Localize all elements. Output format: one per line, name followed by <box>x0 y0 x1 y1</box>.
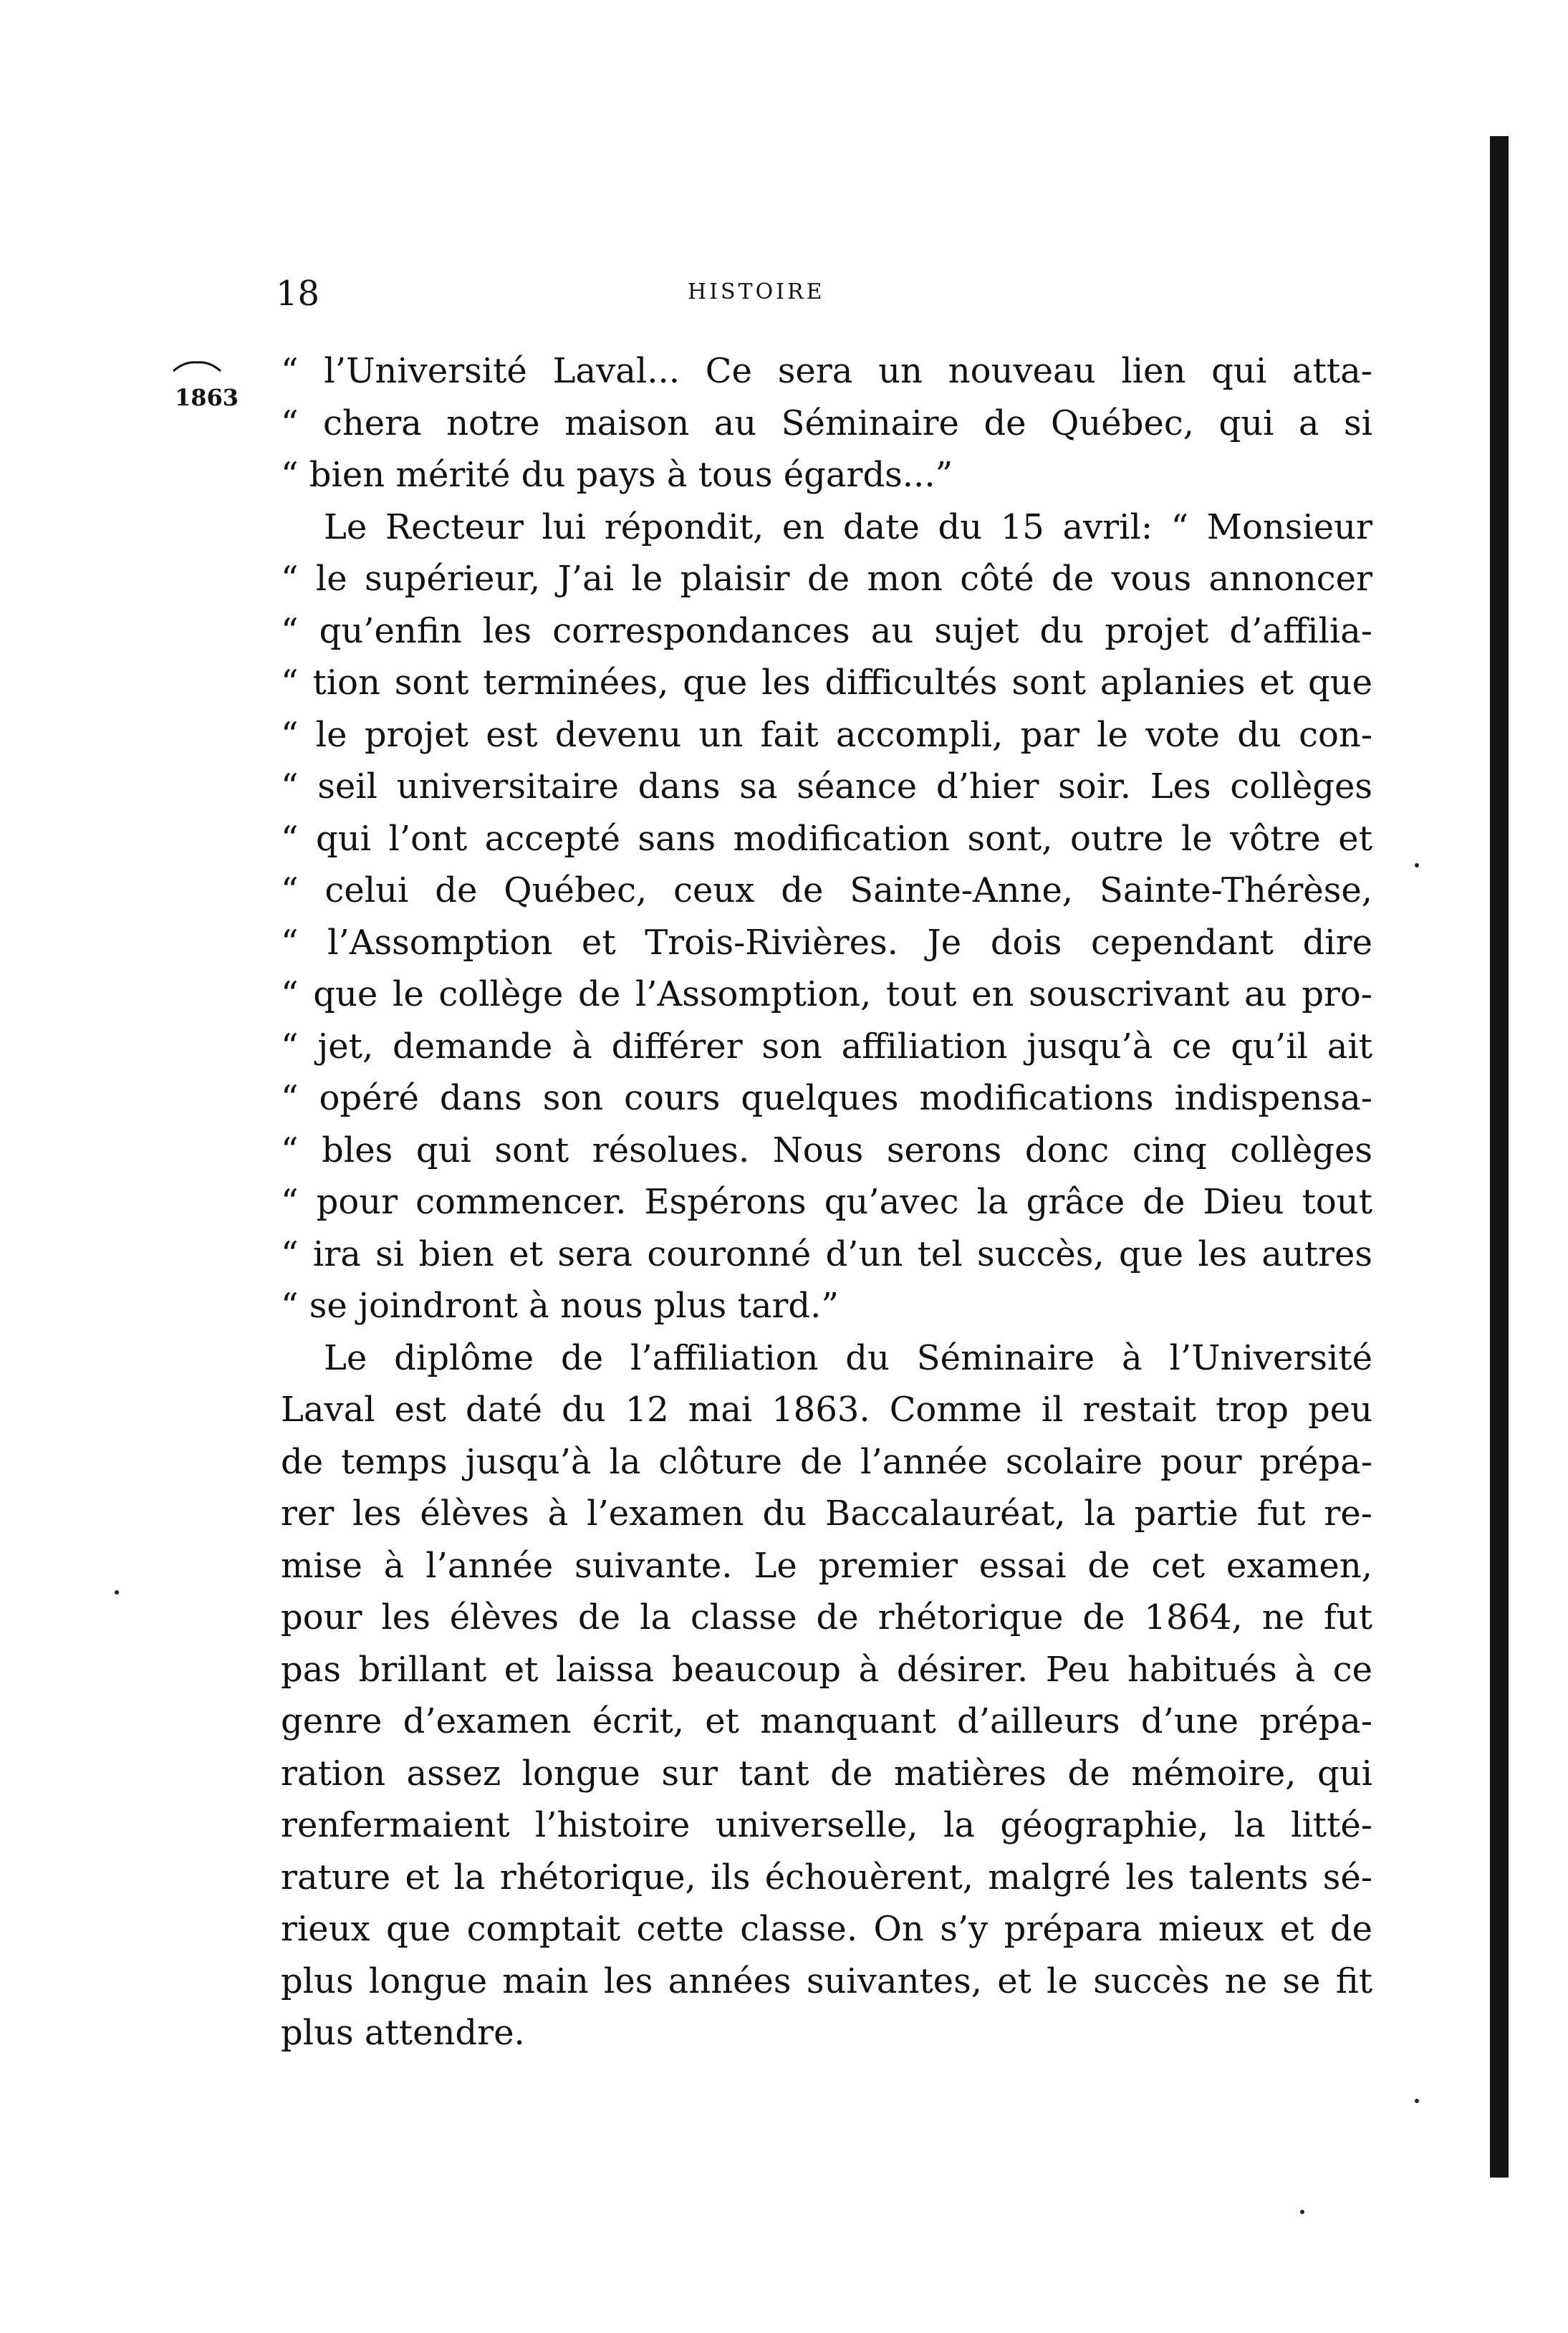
text-line: “ le supérieur, J’ai le plaisir de mon côté de vous annoncer <box>281 559 1372 599</box>
text-line: “ que le collège de l’Assomption, tout en souscrivant au pro- <box>281 974 1372 1014</box>
text-line: “ opéré dans son cours quelques modifications indispensa- <box>281 1078 1372 1118</box>
running-title: HISTOIRE <box>688 279 825 304</box>
text-line: plus longue main les années suivantes, et le succès ne se fit <box>281 1961 1372 2001</box>
text-line: Le diplôme de l’affiliation du Séminaire à l’Université <box>324 1337 1372 1378</box>
text-line: rieux que comptait cette classe. On s’y prépara mieux et de <box>281 1909 1372 1949</box>
text-line: rature et la rhétorique, ils échouèrent, malgré les talents sé- <box>281 1857 1372 1897</box>
text-line: Le Recteur lui répondit, en date du 15 avril: “ Monsieur <box>324 506 1372 547</box>
page-number: 18 <box>276 274 320 314</box>
margin-year: 1863 <box>175 384 239 411</box>
text-line: plus attendre. <box>281 2013 525 2053</box>
text-line: “ qui l’ont accepté sans modification sont, outre le vôtre et <box>281 818 1372 859</box>
scan-speck <box>1415 2099 1419 2103</box>
text-line: rer les élèves à l’examen du Baccalauréat, la partie fut re- <box>281 1493 1372 1534</box>
scan-speck <box>1415 863 1419 867</box>
text-line: “ l’Université Laval... Ce sera un nouveau lien qui atta- <box>281 351 1372 391</box>
scan-speck <box>115 1590 119 1594</box>
text-line: “ bien mérité du pays à tous égards...” <box>281 455 953 495</box>
scan-speck <box>1300 2210 1304 2214</box>
scan-edge-shadow <box>1490 136 1509 2178</box>
text-line: “ chera notre maison au Séminaire de Québec, qui a si <box>281 403 1372 443</box>
text-line: Laval est daté du 12 mai 1863. Comme il restait trop peu <box>281 1390 1372 1430</box>
text-line: “ ira si bien et sera couronné d’un tel succès, que les autres <box>281 1233 1372 1274</box>
body-text <box>281 345 1372 2059</box>
text-line: ration assez longue sur tant de matières de mémoire, qui <box>281 1753 1372 1794</box>
text-line: “ jet, demande à différer son affiliation jusqu’à ce qu’il ait <box>281 1026 1372 1067</box>
year-brace-mark <box>172 358 222 372</box>
text-line: “ qu’enfin les correspondances au sujet du projet d’affilia- <box>281 610 1372 651</box>
text-line: pour les élèves de la classe de rhétorique de 1864, ne fut <box>281 1597 1372 1637</box>
text-line: renfermaient l’histoire universelle, la géographie, la litté- <box>281 1805 1372 1845</box>
text-line: mise à l’année suivante. Le premier essai de cet examen, <box>281 1545 1372 1586</box>
text-line: de temps jusqu’à la clôture de l’année scolaire pour prépa- <box>281 1441 1372 1482</box>
text-line: genre d’examen écrit, et manquant d’ailleurs d’une prépa- <box>281 1701 1372 1741</box>
text-line: “ se joindront à nous plus tard.” <box>281 1286 839 1326</box>
text-line: “ celui de Québec, ceux de Sainte-Anne, Sainte-Thérèse, <box>281 870 1372 910</box>
text-line: “ pour commencer. Espérons qu’avec la grâce de Dieu tout <box>281 1182 1372 1222</box>
text-line: “ l’Assomption et Trois-Rivières. Je dois cependant dire <box>281 922 1372 963</box>
text-line: “ tion sont terminées, que les difficultés sont aplanies et que <box>281 663 1372 703</box>
text-line: pas brillant et laissa beaucoup à désirer. Peu habitués à ce <box>281 1649 1372 1690</box>
text-line: “ bles qui sont résolues. Nous serons donc cinq collèges <box>281 1130 1372 1170</box>
text-line: “ seil universitaire dans sa séance d’hier soir. Les collèges <box>281 766 1372 807</box>
text-line: “ le projet est devenu un fait accompli, par le vote du con- <box>281 714 1372 755</box>
